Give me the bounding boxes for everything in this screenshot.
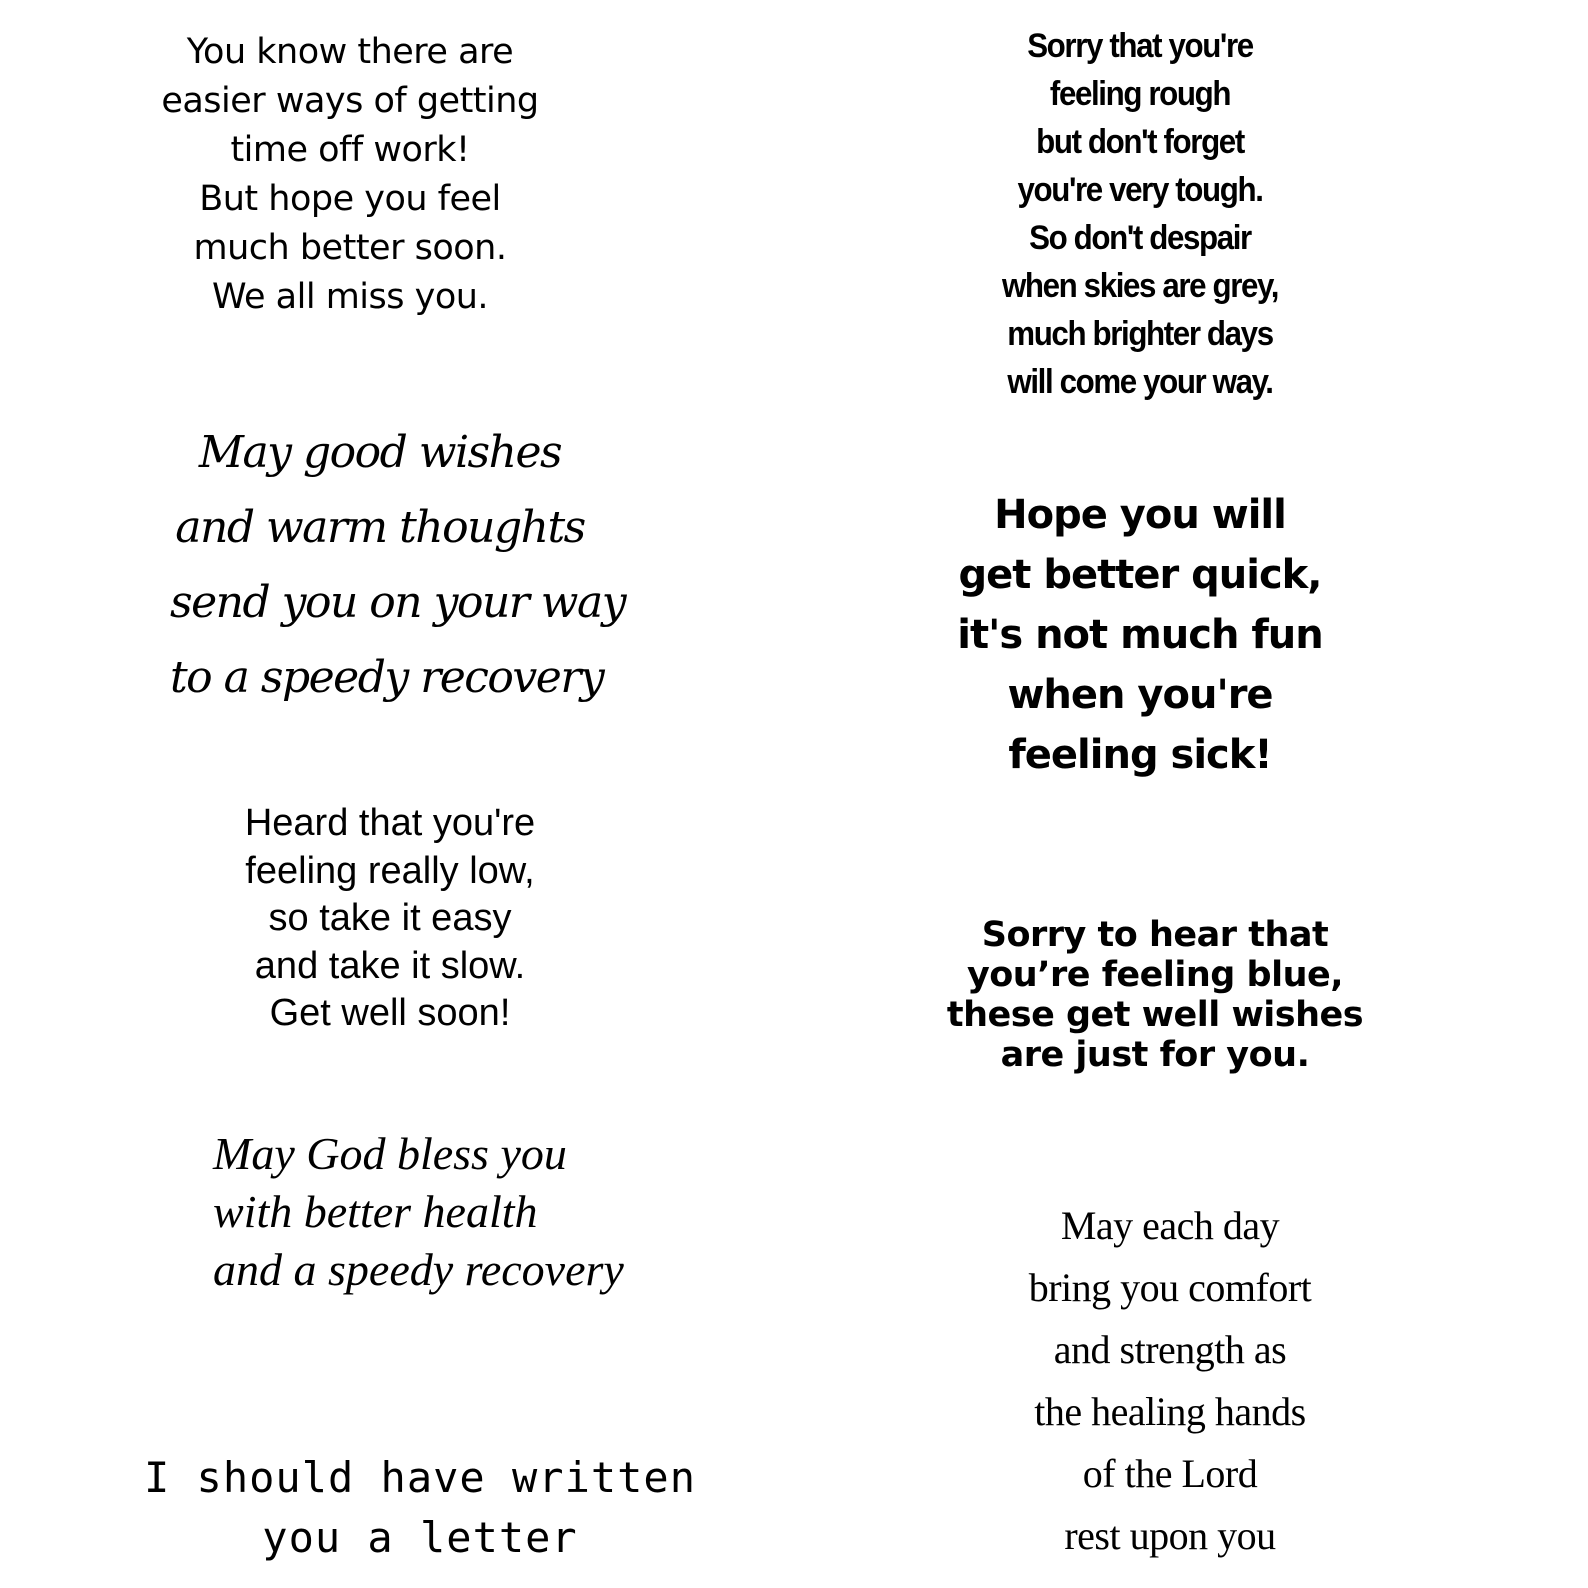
- verse-line: much better soon.: [193, 228, 507, 268]
- verse-line: time off work!: [230, 130, 470, 170]
- verse-written-letter: [130, 1448, 710, 1568]
- verse-line: We all miss you.: [211, 277, 489, 317]
- verse-line: and strength as: [1053, 1327, 1287, 1372]
- verse-line: are just for you.: [1000, 1035, 1310, 1075]
- verse-line: you're very tough.: [1017, 171, 1263, 209]
- verse-line: it's not much fun: [957, 612, 1323, 658]
- verse-healing-hands: [960, 1195, 1380, 1567]
- verse-good-wishes: [170, 415, 626, 715]
- verse-line: Hope you will: [994, 492, 1286, 538]
- verse-line: and warm thoughts: [175, 502, 585, 553]
- verse-line: with better health: [213, 1186, 538, 1237]
- verse-feeling-rough: [947, 22, 1333, 406]
- verse-better-quick: [920, 485, 1360, 785]
- verse-line: bring you comfort: [1028, 1265, 1312, 1310]
- verse-line: May God bless you: [213, 1128, 567, 1179]
- verse-line: May each day: [1060, 1203, 1280, 1248]
- verse-line: I should have written: [143, 1453, 696, 1502]
- verse-line: of the Lord: [1082, 1451, 1258, 1496]
- verse-line: send you on your way: [170, 577, 626, 628]
- verse-line: easier ways of getting: [161, 81, 539, 121]
- verse-line: So don't despair: [1029, 219, 1251, 257]
- verse-line: Heard that you're: [244, 802, 536, 844]
- verse-line: will come your way.: [1007, 363, 1273, 401]
- verse-line: Sorry to hear that: [981, 915, 1329, 955]
- verse-line: and take it slow.: [254, 944, 526, 987]
- verse-line: rest upon you: [1064, 1513, 1276, 1558]
- verse-line: you’re feeling blue,: [966, 955, 1344, 995]
- verse-line: May good wishes: [198, 427, 562, 478]
- verse-line: when skies are grey,: [1001, 267, 1279, 305]
- verse-line: and a speedy recovery: [213, 1244, 624, 1295]
- verse-line: to a speedy recovery: [170, 652, 604, 703]
- verse-line: feeling really low,: [245, 849, 535, 892]
- verse-line: you a letter: [262, 1513, 578, 1562]
- verse-line: Get well soon!: [269, 992, 511, 1034]
- verse-line: much brighter days: [1007, 315, 1273, 353]
- verse-line: But hope you feel: [199, 179, 501, 219]
- verse-line: You know there are: [186, 32, 514, 72]
- verse-line: but don't forget: [1036, 123, 1244, 161]
- verse-god-bless: [205, 1125, 635, 1299]
- verse-line: feeling rough: [1049, 75, 1231, 113]
- verse-line: when you're: [1007, 672, 1273, 718]
- verse-line: feeling sick!: [1008, 732, 1272, 778]
- verse-line: so take it easy: [268, 897, 512, 939]
- verse-line: Sorry that you're: [1027, 27, 1253, 65]
- verse-line: get better quick,: [958, 552, 1322, 598]
- verse-feeling-blue: [930, 915, 1380, 1075]
- verse-line: these get well wishes: [946, 995, 1364, 1035]
- verse-line: the healing hands: [1034, 1389, 1306, 1434]
- verse-time-off-work: [140, 28, 560, 322]
- verse-feeling-low: [180, 800, 600, 1038]
